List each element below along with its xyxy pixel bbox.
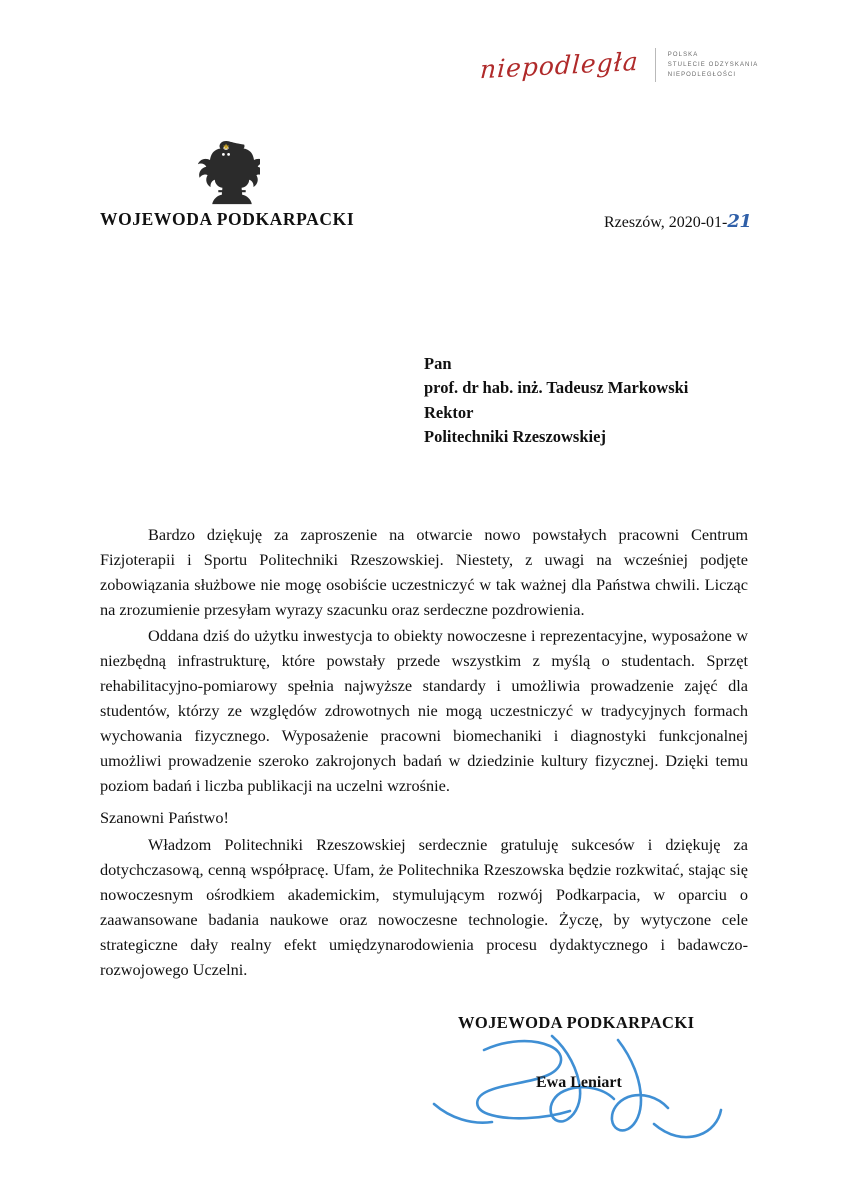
addressee-line-1: Pan [424, 354, 452, 373]
niepodlegla-letterhead [480, 34, 770, 96]
handwritten-day: 21 [727, 211, 752, 232]
salutation: Szanowni Państwo! [100, 808, 229, 828]
letterhead-caption-line-1: POLSKA [667, 51, 699, 58]
office-title: WOJEWODA PODKARPACKI [100, 209, 355, 229]
addressee-block [424, 352, 688, 450]
body-paragraph-2: Oddana dziś do użytku inwestycja to obiekty nowoczesne i reprezentacyjne, wyposażone w niezbędną infrastrukturę, które powstały przede wszystkim z myślą o studentach. Sprzęt rehabilitacyjno-pomiarowy spełnia najwyższe standardy i umożliwia prowadzenie zajęć dla studentów, którzy ze względów zdrowotnych nie mogą uczestniczyć w tradycyjnych formach wychowania fizycznego. Wyposażenie pracowni biomechaniki i diagnostyki funkcjonalnej umożliwi prowadzenie szeroko zakrojonych badań w dziedzinie kultury fizycznej. Dzięki temu poziom badań i liczba publikacji na uczelni wzrośnie. [100, 626, 748, 795]
place-and-date [604, 211, 751, 232]
letterhead-caption [668, 50, 759, 81]
body-paragraph-3: Władzom Politechniki Rzeszowskiej serdecznie gratuluję sukcesów i dziękuję za dotychczasową, cenną współpracę. Ufam, że Politechnika Rzeszowska będzie rozkwitać, stając się nowoczesnym ośrodkiem akademickim, stymulującym rozwój Podkarpacia, w oparciu o zaawansowane badania naukowe oraz nowoczesne technologie. Życzę, by wytyczone cele strategiczne dały realny efekt umiędzynarodowienia procesu dydaktycznego i badawczo-rozwojowego Uczelni. [100, 835, 748, 980]
letterhead-divider [655, 48, 656, 82]
signature-name: Ewa Leniart [536, 1074, 622, 1091]
addressee-line-2: prof. dr hab. inż. Tadeusz Markowski [424, 378, 689, 398]
addressee-line-4: Politechniki Rzeszowskiej [424, 427, 606, 447]
letter-body [100, 523, 748, 985]
place-date-text: Rzeszów, 2020-01- [604, 214, 728, 231]
letterhead-caption-line-3: NIEPODLEGŁOŚCI [667, 72, 737, 79]
niepodlegla-wordmark: niepodległa [479, 46, 640, 84]
signature-title: WOJEWODA PODKARPACKI [458, 1013, 695, 1032]
polish-eagle-emblem [192, 138, 260, 210]
addressee-line-3: Rektor [424, 402, 474, 422]
body-paragraph-1: Bardzo dziękuję za zaproszenie na otwarcie nowo powstałych pracowni Centrum Fizjoterapii i Sportu Politechniki Rzeszowskiej. Niestety, z uwagi na wcześniej podjęte zobowiązania służbowe nie mogę osobiście uczestniczyć w tak ważnej dla Państwa chwili. Licząc na zrozumienie przesyłam wyrazy szacunku oraz serdeczne pozdrowienia. [100, 525, 748, 619]
letterhead-caption-line-2: STULECIE ODZYSKANIA [667, 61, 759, 68]
